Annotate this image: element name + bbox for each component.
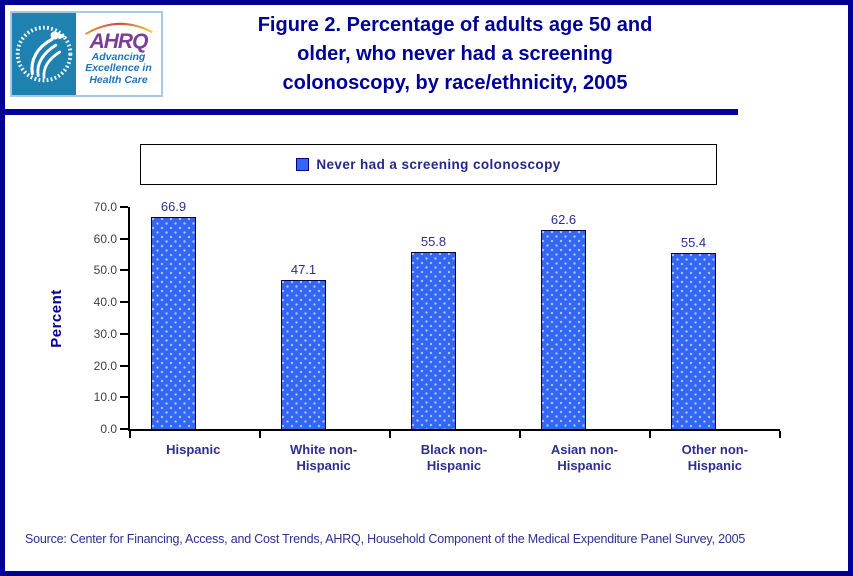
y-axis-tick-label: 30.0 (93, 326, 117, 341)
ahrq-acronym: AHRQ (89, 29, 148, 53)
x-category-label: Other non-Hispanic (681, 442, 749, 473)
y-axis-tick-label: 60.0 (93, 231, 117, 246)
y-axis-tick-label: 20.0 (93, 358, 117, 373)
y-axis-tick-label: 50.0 (93, 263, 117, 278)
bar-value-label: 62.6 (550, 212, 577, 228)
x-category-label-cell (650, 442, 780, 473)
x-axis-tick (259, 431, 261, 438)
y-axis-tick (120, 269, 128, 271)
x-category-label-cell (389, 442, 519, 473)
y-axis-tick (120, 333, 128, 335)
ahrq-tagline (85, 52, 152, 87)
x-axis-tick (389, 431, 391, 438)
y-axis-tick (120, 238, 128, 240)
x-axis-tick (779, 431, 781, 438)
y-axis-tick (120, 206, 128, 208)
y-axis-tick-label: 40.0 (93, 295, 117, 310)
figure-title-line: older, who never had a screening (297, 43, 613, 65)
y-axis-tick (120, 365, 128, 367)
figure-title-line: Figure 2. Percentage of adults age 50 and (257, 14, 653, 36)
y-axis-tick (120, 396, 128, 398)
y-axis-tick (120, 301, 128, 303)
legend-label: Never had a screening colonoscopy (316, 157, 561, 172)
y-axis-tick-label: 0.0 (100, 422, 117, 436)
tagline-line: Health Care (89, 73, 148, 86)
x-axis-tick (129, 431, 131, 438)
legend-swatch-icon (296, 158, 309, 171)
header-divider (5, 109, 738, 115)
ahrq-hhs-logo (10, 11, 163, 97)
x-axis-tick (649, 431, 651, 438)
bar-value-label: 47.1 (290, 261, 317, 277)
bar (541, 230, 586, 429)
y-axis-tick-label: 10.0 (93, 390, 117, 405)
ahrq-logo-text (76, 13, 161, 95)
source-note: Source: Center for Financing, Access, and Cost Trends, AHRQ, Household Component of the Medical Expenditure Panel Survey, 2005 (25, 532, 746, 546)
plot-area (93, 198, 780, 436)
y-axis-title: Percent (47, 288, 65, 348)
figure-title (165, 11, 745, 98)
bar-value-label: 55.8 (420, 234, 447, 250)
bar-value-label: 55.4 (680, 235, 707, 251)
x-axis-category-labels (128, 442, 780, 473)
x-category-label: Black non-Hispanic (420, 442, 488, 473)
bar (671, 253, 716, 429)
x-category-label-cell (128, 442, 258, 473)
x-category-label: Hispanic (166, 442, 221, 457)
x-category-label: Asian non-Hispanic (550, 442, 618, 473)
x-category-label-cell (519, 442, 649, 473)
hhs-eagle-icon (12, 13, 76, 95)
figure-title-line: colonoscopy, by race/ethnicity, 2005 (282, 72, 628, 94)
y-axis-tick (120, 428, 128, 430)
bar (151, 217, 196, 429)
hhs-seal-icon (12, 13, 76, 95)
x-category-label-cell (258, 442, 388, 473)
chart-legend (140, 144, 717, 185)
y-axis-title-wrap (45, 207, 67, 429)
tagline-line: Advancing (91, 50, 146, 63)
x-axis-tick (519, 431, 521, 438)
y-axis-tick-label: 70.0 (93, 200, 117, 214)
tagline-line: Excellence in (85, 62, 152, 75)
bar (281, 280, 326, 429)
bar (411, 252, 456, 429)
bar-value-label: 66.9 (160, 198, 187, 214)
x-category-label: White non-Hispanic (290, 442, 358, 473)
